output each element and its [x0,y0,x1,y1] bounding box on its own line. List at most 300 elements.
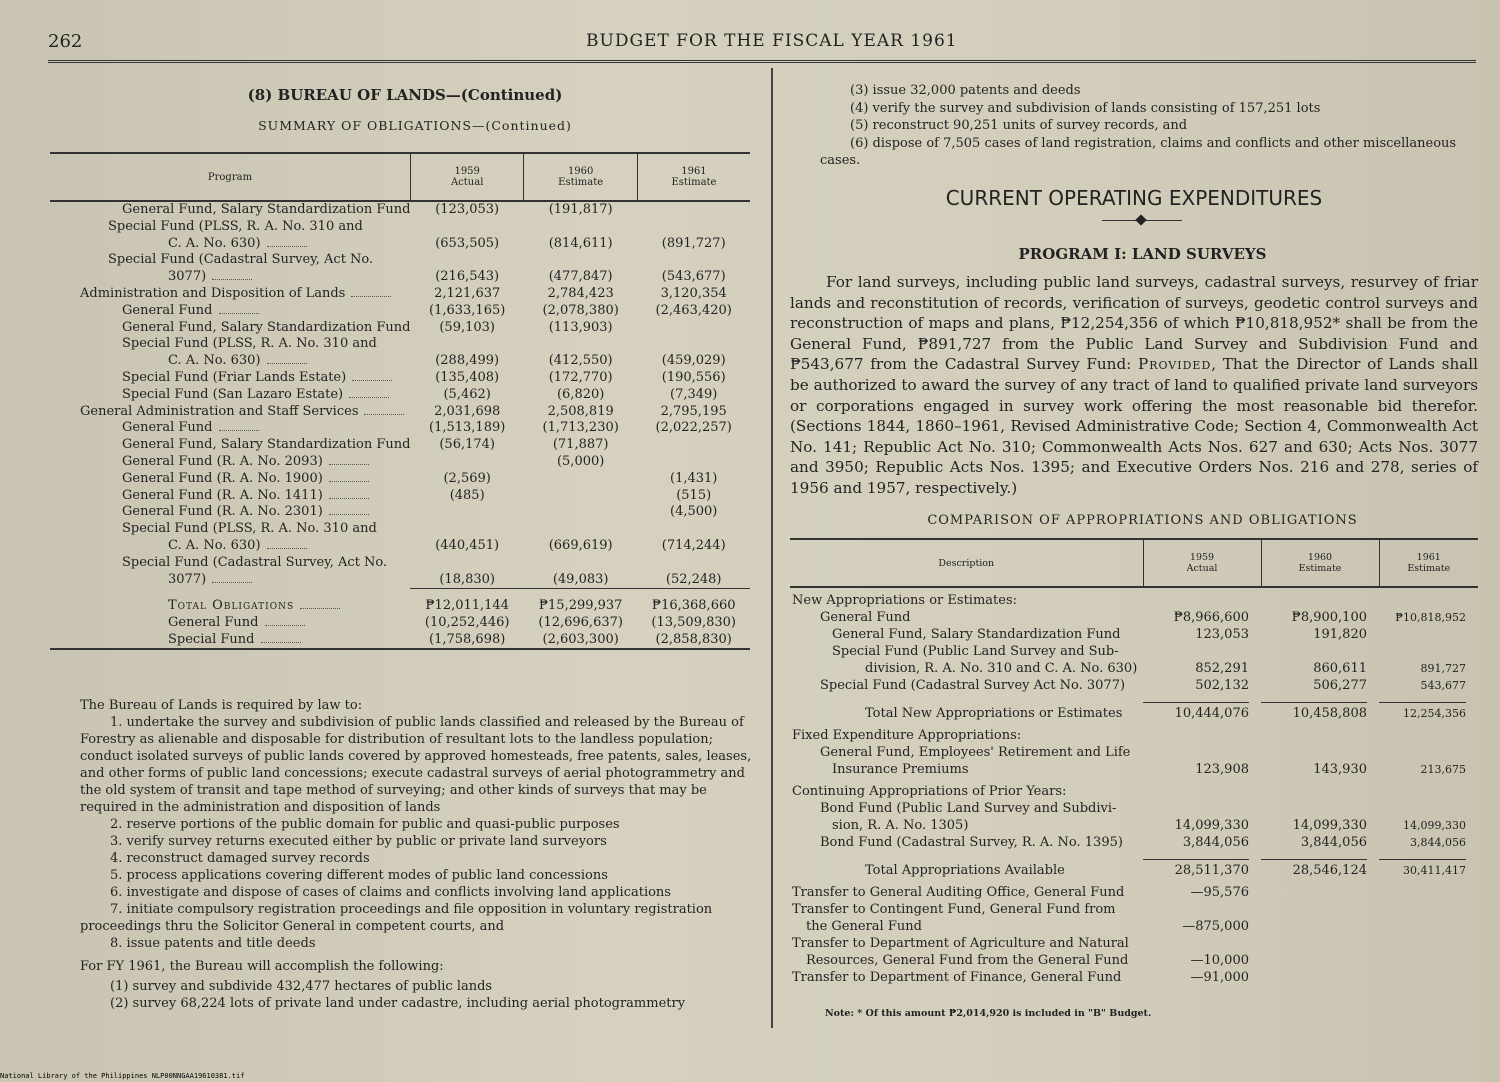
leader-dots [300,599,340,609]
summary-cell-a [410,504,523,521]
comparison-cell-c [1379,935,1478,952]
summary-header-program: Program [50,153,410,201]
comparison-row-label: Total New Appropriations or Estimates [865,706,1123,721]
duty-item: 7. initiate compulsory registration proceedings and file opposition in voluntary registration proceedings thru the Solicitor General in competent courts, and [80,902,713,934]
leader-dots [329,472,369,482]
summary-row [50,504,750,521]
summary-row-label: Total Obligations [168,598,295,614]
summary-cell-a: 2,031,698 [434,403,501,419]
accomplish-item: (6) dispose of 7,505 cases of land registration, claims and conflicts and other miscellaneous [850,135,1457,151]
comparison-header-1960: 1960 Estimate [1261,539,1379,587]
summary-cell-b [524,252,637,269]
leader-dots [349,388,389,398]
summary-cell-a: (56,174) [439,437,495,453]
comparison-cell-b: 3,844,056 [1300,835,1367,850]
leader-dots [267,237,307,247]
summary-row-label: Special Fund (San Lazaro Estate) [122,386,344,402]
comparison-cell-c [1379,694,1478,722]
comparison-total-value: 28,546,124 [1261,859,1367,879]
duty-item: 8. issue patents and title deeds [110,936,316,951]
running-head: BUDGET FOR THE FISCAL YEAR 1961 [586,31,958,51]
duty-item: 3. verify survey returns executed either by public or private land surveyors [110,834,607,849]
summary-row [50,320,750,337]
summary-row [50,572,750,589]
comparison-row-label: General Fund, Salary Standardization Fund [832,627,1121,642]
comparison-row-label: Insurance Premiums [832,762,969,777]
summary-cell-c: 2,795,195 [660,403,727,419]
summary-cell-b [524,521,637,538]
summary-cell-c [637,252,750,269]
section-title: (8) BUREAU OF LANDS—(Continued) [247,86,563,104]
comparison-row [790,879,1478,901]
comparison-cell-c: 213,675 [1420,763,1466,776]
summary-cell-b: (2,603,300) [524,632,637,650]
summary-row-label: Special Fund (Friar Lands Estate) [122,369,347,385]
comparison-cell-a [1143,800,1261,817]
summary-cell-a: (135,408) [435,369,500,385]
summary-row [50,236,750,253]
comparison-total-value: 12,254,356 [1379,702,1466,722]
summary-row [50,201,750,219]
leader-dots [364,405,404,415]
comparison-cell-a: 502,132 [1195,678,1249,693]
comparison-cell-a: —95,576 [1190,885,1249,900]
summary-cell-a [410,252,523,269]
summary-cell-b: ₱15,299,937 [524,589,637,615]
summary-cell-b [524,336,637,353]
comparison-cell-c [1379,851,1478,879]
comparison-cell-b [1261,952,1379,969]
summary-cell-a: (1,633,165) [429,302,506,318]
comparison-cell-a [1143,643,1261,660]
comparison-cell-a: —91,000 [1190,970,1249,985]
summary-row [50,471,750,488]
summary-cell-a: (1,513,189) [429,420,506,436]
comparison-row [790,918,1478,935]
comparison-cell-c [1379,918,1478,935]
summary-cell-c: 3,120,354 [660,285,727,301]
summary-cell-c [637,201,750,219]
summary-cell-a [410,521,523,538]
summary-cell-b: (814,611) [548,235,613,251]
comparison-row-label: Bond Fund (Public Land Survey and Subdivi- [820,801,1117,816]
summary-cell-c: (2,858,830) [637,632,750,650]
summary-cell-a: (440,451) [435,537,500,553]
summary-cell-b [524,555,637,572]
comparison-row [790,901,1478,918]
summary-cell-c: (515) [676,487,712,503]
comparison-cell-b [1261,969,1379,986]
summary-cell-c: (714,244) [661,537,726,553]
summary-cell-a: (1,758,698) [410,632,523,650]
summary-cell-c: (7,349) [670,386,718,402]
summary-cell-b: (172,770) [548,369,613,385]
comparison-row [790,626,1478,643]
comparison-header-description: Description [790,539,1143,587]
summary-cell-c: ₱16,368,660 [637,589,750,615]
summary-row-label: General Fund (R. A. No. 2093) [122,453,323,469]
comparison-cell-c [1379,778,1478,800]
comparison-row [790,935,1478,952]
summary-header-1959: 1959 Actual [410,153,523,201]
leader-dots [267,354,307,364]
comparison-cell-a [1143,901,1261,918]
summary-row-label: General Fund (R. A. No. 1411) [122,487,323,503]
comparison-cell-c [1379,626,1478,643]
comparison-cell-c [1379,643,1478,660]
summary-cell-c: (2,022,257) [655,420,732,436]
scan-footer: National Library of the Philippines NLP00NNGAA19610381.tif [0,1072,245,1080]
comparison-row [790,722,1478,744]
summary-cell-b: (6,820) [556,386,605,402]
summary-row [50,404,750,421]
comparison-cell-b [1261,800,1379,817]
duties-intro: The Bureau of Lands is required by law to: [80,698,363,713]
summary-cell-c [637,454,750,471]
summary-cell-c: (543,677) [661,269,726,285]
column-divider [771,68,773,1028]
summary-cell-c [637,521,750,538]
summary-row-label: General Fund (R. A. No. 1900) [122,470,323,486]
program-paragraph [790,272,1478,499]
comparison-cell-b [1261,587,1379,609]
comparison-cell-c: 891,727 [1420,662,1466,675]
comparison-cell-a: 14,099,330 [1174,818,1249,833]
summary-row [50,488,750,505]
summary-cell-c: (4,500) [670,504,718,520]
comparison-row-label: the General Fund [806,919,922,934]
comparison-table [790,538,1478,986]
leader-dots [212,573,252,583]
summary-row [50,252,750,269]
summary-cell-a: (18,830) [439,571,495,587]
provided-word: Provided [1137,355,1212,374]
summary-row [50,420,750,437]
summary-row-label: Administration and Disposition of Lands [80,285,346,301]
summary-row-label: General Administration and Staff Services [80,403,359,419]
summary-cell-b [524,471,637,488]
current-expenditures-heading: CURRENT OPERATING EXPENDITURES [945,186,1323,210]
summary-cell-b: (5,000) [556,453,605,469]
comparison-cell-b: 506,277 [1313,678,1367,693]
summary-cell-a: (5,462) [443,386,491,402]
comparison-cell-b: 14,099,330 [1292,818,1367,833]
comparison-row-label: Special Fund (Cadastral Survey Act No. 3077) [820,678,1126,693]
accomplish-item-cont: cases. [820,153,861,168]
comparison-row [790,761,1478,778]
summary-row [50,454,750,471]
comparison-cell-b [1261,935,1379,952]
comparison-row [790,778,1478,800]
accomplish-item: (2) survey 68,224 lots of private land under cadastre, including aerial photogrammetry [110,996,686,1011]
comparison-row [790,660,1478,677]
duty-item: 1. undertake the survey and subdivision of public lands classified and released by the Bureau of Forestry as alienable and disposable for distribution of resultant lots to the landless population; conduct isolated surveys of public lands covered by approved homesteads, free patents, sales, leases, and other forms of public land concessions; execute cadastral surveys of aerial photogrammetry and the old system of transit and tape method of surveying; and other kinds of surveys that may be required in the administration and disposition of lands [80,715,752,815]
summary-row [50,336,750,353]
comparison-row-label: sion, R. A. No. 1305) [832,818,969,833]
summary-row [50,632,750,650]
summary-table [50,152,750,650]
summary-row-label: C. A. No. 630) [168,353,261,369]
summary-cell-b [524,219,637,236]
comparison-row-label: New Appropriations or Estimates: [792,593,1017,608]
summary-row [50,589,750,615]
summary-cell-b [524,488,637,505]
right-column [790,82,1478,985]
summary-row-label: General Fund, Salary Standardization Fund [122,319,411,335]
comparison-total-value: 10,458,808 [1261,702,1367,722]
summary-cell-c: (13,509,830) [651,614,736,630]
comparison-cell-c: 543,677 [1420,679,1466,692]
comparison-row-label: division, R. A. No. 310 and C. A. No. 630) [865,661,1138,676]
comparison-cell-c: 3,844,056 [1410,836,1466,849]
comparison-cell-a [1143,694,1261,722]
para-text-2: , That the Director of Lands shall be authorized to award the survey of any tract of land to qualified private land surveyors or corporations engaged in survey work offering the most reasonable bid therefor. (Sections 1844, 1860–1961, Revised Administrative Code; Section 4, Commonwealth Act No. 141; Republic Act No. 310; Commonwealth Acts Nos. 627 and 630; Acts Nos. 3077 and 3950; Republic Acts Nos. 1395; and Executive Orders Nos. 216 and 278, series of 1956 and 1957, respectively.) [790,355,1478,497]
comparison-row-label: Bond Fund (Cadastral Survey, R. A. No. 1395) [820,835,1123,850]
summary-cell-a: (2,569) [443,470,491,486]
summary-row [50,437,750,454]
summary-row-label: 3077) [168,269,207,285]
comparison-cell-c [1379,879,1478,901]
accomplish-item: (4) verify the survey and subdivision of lands consisting of 157,251 lots [850,100,1321,116]
comparison-cell-b: 191,820 [1313,627,1367,642]
summary-row [50,538,750,555]
comparison-cell-c [1379,969,1478,986]
comparison-cell-a [1143,935,1261,952]
comparison-row [790,643,1478,660]
leader-dots [329,455,369,465]
comparison-row [790,694,1478,722]
comparison-total-value: 10,444,076 [1143,702,1249,722]
summary-row [50,286,750,303]
accomplish-item: (1) survey and subdivide 432,477 hectares of public lands [110,979,493,994]
page-number: 262 [48,31,83,52]
summary-cell-c [637,555,750,572]
comparison-row-label: Transfer to Contingent Fund, General Fund from [792,902,1116,917]
comparison-cell-c [1379,587,1478,609]
summary-cell-c [637,320,750,337]
comparison-cell-b [1261,918,1379,935]
summary-cell-a: (216,543) [435,269,500,285]
summary-row-label: General Fund (R. A. No. 2301) [122,504,323,520]
comparison-cell-b [1261,851,1379,879]
summary-cell-a: ₱12,011,144 [410,589,523,615]
left-column [78,84,752,133]
comparison-row-label: Special Fund (Public Land Survey and Sub- [832,644,1119,659]
summary-cell-a: (485) [449,487,485,503]
summary-cell-c: (52,248) [665,571,722,587]
comparison-cell-b: 143,930 [1313,762,1367,777]
comparison-cell-b: ₱8,900,100 [1291,610,1367,625]
summary-cell-a: 2,121,637 [434,285,501,301]
comparison-total-value: 28,511,370 [1143,859,1249,879]
summary-cell-b: (669,619) [548,537,613,553]
summary-cell-a [410,336,523,353]
summary-cell-b: 2,508,819 [547,403,614,419]
accomplish-item: (5) reconstruct 90,251 units of survey records, and [850,118,1188,133]
summary-row-label: C. A. No. 630) [168,537,261,553]
summary-row-label: General Fund, Salary Standardization Fund [122,202,411,217]
comparison-row-label: General Fund [820,610,911,625]
summary-row [50,387,750,404]
summary-row [50,219,750,236]
summary-row [50,303,750,320]
summary-cell-b: 2,784,423 [547,285,614,301]
summary-cell-b: (113,903) [548,319,613,335]
summary-cell-b: (412,550) [548,353,613,369]
summary-cell-a: (123,053) [435,202,500,217]
comparison-total-value: 30,411,417 [1379,859,1466,879]
ornament-rule [1102,220,1182,221]
comparison-row-label: Continuing Appropriations of Prior Years: [792,784,1067,799]
summary-cell-b: (2,078,380) [542,302,619,318]
summary-cell-b: (71,887) [552,437,609,453]
summary-row-label: General Fund, Salary Standardization Fund [122,437,411,453]
summary-cell-a [410,555,523,572]
summary-row [50,269,750,286]
summary-cell-a: (59,103) [439,319,495,335]
comparison-row-label: Fixed Expenditure Appropriations: [792,728,1022,743]
leader-dots [219,421,259,431]
comparison-header-1961: 1961 Estimate [1379,539,1478,587]
summary-header-1960: 1960 Estimate [524,153,637,201]
accomplish-item: (3) issue 32,000 patents and deeds [850,83,1081,98]
summary-row-label: General Fund [122,302,213,318]
leader-dots [329,505,369,515]
summary-cell-b: (12,696,637) [538,614,623,630]
comparison-cell-a: 852,291 [1195,661,1249,676]
comparison-cell-b [1261,694,1379,722]
comparison-cell-c [1379,952,1478,969]
summary-row-label: General Fund [168,614,259,630]
duty-item: 5. process applications covering different modes of public land concessions [110,868,608,883]
comparison-row-label: Total Appropriations Available [865,863,1065,878]
summary-cell-a [410,219,523,236]
summary-cell-a [410,454,523,471]
comparison-row [790,834,1478,851]
summary-cell-a: (10,252,446) [424,614,510,630]
comparison-row [790,800,1478,817]
para-text-1: For land surveys, including public land surveys, cadastral surveys, resurvey of friar lands and reconstitution of records, verification of surveys, geodetic control surveys and reconstruction of maps and plans, ₱12,254,356 of which ₱10,818,952* shall be from the General Fund, ₱891,727 from the Public Land Survey and Subdivision Fund and ₱543,677 from the Cadastral Survey Fund: [790,273,1478,374]
header-rule [48,60,1476,63]
summary-row-label: General Fund [122,420,213,436]
comparison-cell-b: 860,611 [1313,661,1367,676]
comparison-cell-a [1143,744,1261,761]
leader-dots [352,371,392,381]
leader-dots [351,287,391,297]
accomplish-list-continued [790,82,1478,170]
summary-cell-c: (891,727) [661,235,726,251]
comparison-cell-a [1143,587,1261,609]
summary-cell-c: (190,556) [661,369,726,385]
comparison-cell-c [1379,722,1478,744]
duty-item: 2. reserve portions of the public domain for public and quasi-public purposes [110,817,620,832]
summary-cell-b: (191,817) [548,202,613,217]
comparison-row-label: General Fund, Employees' Retirement and Life [820,745,1131,760]
summary-cell-a: (288,499) [435,353,500,369]
comparison-cell-b [1261,722,1379,744]
summary-cell-c [637,336,750,353]
summary-row [50,555,750,572]
bureau-duties [80,694,752,1012]
comparison-cell-a: 123,053 [1195,627,1249,642]
comparison-row [790,817,1478,834]
summary-row-label: Special Fund (PLSS, R. A. No. 310 and [122,521,377,537]
comparison-row [790,587,1478,609]
program-heading: PROGRAM I: LAND SURVEYS [1018,245,1267,263]
comparison-cell-c [1379,800,1478,817]
summary-cell-b: (49,083) [552,571,609,587]
summary-row-label: Special Fund (Cadastral Survey, Act No. [122,554,388,570]
leader-dots [267,539,307,549]
summary-row-label: Special Fund (PLSS, R. A. No. 310 and [122,336,377,352]
comparison-cell-a [1143,851,1261,879]
summary-cell-a: (653,505) [435,235,500,251]
summary-row [50,370,750,387]
comparison-cell-b [1261,744,1379,761]
leader-dots [212,270,252,280]
summary-cell-c [637,437,750,454]
leader-dots [219,304,259,314]
comparison-row [790,952,1478,969]
summary-row [50,353,750,370]
comparison-cell-a: —10,000 [1190,953,1249,968]
summary-cell-b [524,504,637,521]
comparison-cell-c: 14,099,330 [1403,819,1466,832]
summary-row-label: Special Fund [168,631,255,647]
comparison-cell-b [1261,901,1379,918]
comparison-cell-a: ₱8,966,600 [1173,610,1249,625]
comparison-row [790,969,1478,986]
comparison-row-label: Transfer to Department of Agriculture and Natural [792,936,1129,951]
leader-dots [329,489,369,499]
comparison-header-1959: 1959 Actual [1143,539,1261,587]
comparison-row [790,744,1478,761]
comparison-cell-b [1261,778,1379,800]
comparison-cell-a: 3,844,056 [1182,835,1249,850]
comparison-row-label: Resources, General Fund from the General Fund [806,953,1129,968]
summary-cell-c: (459,029) [661,353,726,369]
accomplish-intro: For FY 1961, the Bureau will accomplish the following: [80,959,444,974]
comparison-row [790,677,1478,694]
summary-row-label: Special Fund (Cadastral Survey, Act No. [108,252,374,268]
summary-row-label: Special Fund (PLSS, R. A. No. 310 and [108,218,363,234]
summary-cell-b: (477,847) [548,269,613,285]
summary-cell-c [637,219,750,236]
footnote: Note: * Of this amount ₱2,014,920 is included in "B" Budget. [825,1008,1152,1019]
comparison-cell-b [1261,879,1379,901]
leader-dots [265,616,305,626]
summary-header-1961: 1961 Estimate [637,153,750,201]
comparison-cell-a [1143,722,1261,744]
leader-dots [261,633,301,643]
comparison-cell-a [1143,778,1261,800]
comparison-row [790,851,1478,879]
comparison-cell-c [1379,901,1478,918]
comparison-row-label: Transfer to Department of Finance, General Fund [792,970,1122,985]
summary-row [50,521,750,538]
comparison-cell-a: 123,908 [1195,762,1249,777]
comparison-cell-a: —875,000 [1182,919,1249,934]
summary-cell-c: (1,431) [670,470,718,486]
comparison-title: COMPARISON OF APPROPRIATIONS AND OBLIGATIONS [927,513,1358,528]
comparison-row [790,609,1478,626]
summary-cell-c: (2,463,420) [655,302,732,318]
comparison-row-label: Transfer to General Auditing Office, General Fund [792,885,1125,900]
summary-row [50,615,750,632]
summary-cell-b: (1,713,230) [542,420,619,436]
duty-item: 4. reconstruct damaged survey records [110,851,370,866]
comparison-cell-b [1261,643,1379,660]
